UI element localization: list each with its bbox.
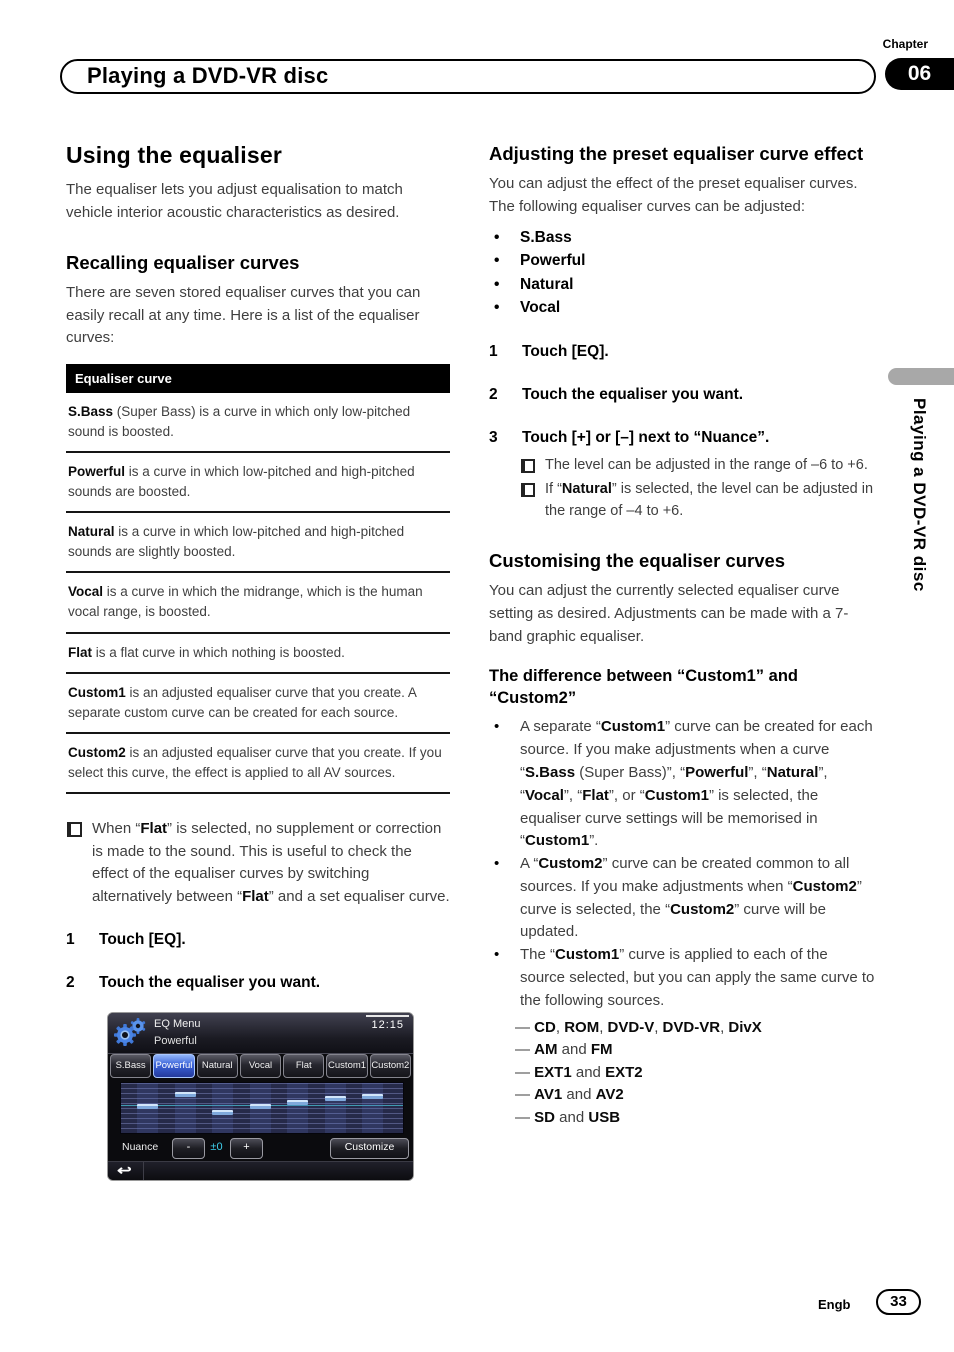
step3-notes [520, 455, 875, 523]
difference-bullet-text: The “Custom1” curve is applied to each of the source selected, but you can apply the same curve to the following sources. [520, 946, 875, 1009]
difference-bullet-text: A “Custom2” curve can be created common to all sources. If you make adjustments when “Custom2” curve is selected, the “Custom2” curve will be updated. [520, 855, 862, 941]
step-number: 2 [66, 974, 75, 992]
nuance-plus-button: + [230, 1138, 263, 1159]
difference-bullets [489, 716, 875, 1012]
recalling-intro-paragraph: There are seven stored equaliser curves that you can easily recall at any time. Here is a list of the equaliser curves: [66, 283, 421, 347]
adjusting-paragraph-1: You can adjust the effect of the preset equaliser curves. [489, 175, 858, 193]
eq-curve-tab: Vocal [240, 1054, 281, 1078]
bullet-icon [489, 716, 520, 853]
side-tab-text: Playing a DVD-VR disc [910, 398, 929, 592]
gear-icon [113, 1017, 149, 1049]
step-item [489, 428, 875, 449]
back-arrow-icon: ↩ [117, 1162, 132, 1179]
eq-band-slider [325, 1096, 346, 1101]
difference-bullet-item [489, 853, 875, 944]
eq-band-column [362, 1083, 383, 1133]
eq-curve-tabs [110, 1054, 411, 1078]
step-number: 1 [489, 342, 498, 360]
side-tab-bar [888, 368, 954, 385]
source-list-item: — CD, ROM, DVD-V, DVD-VR, DivX [515, 1018, 762, 1036]
right-steps [489, 342, 875, 449]
bullet-icon [489, 226, 520, 250]
eq-curve-tab: S.Bass [110, 1054, 151, 1078]
nuance-minus-button: - [172, 1138, 205, 1159]
source-list-item: — EXT1 and EXT2 [515, 1063, 643, 1081]
table-row: Flat is a flat curve in which nothing is boosted. [66, 634, 450, 675]
eq-menu-screenshot [107, 1012, 414, 1181]
curve-name: Vocal [520, 299, 561, 317]
step-text: Touch the equaliser you want. [99, 974, 321, 992]
table-header: Equaliser curve [66, 364, 450, 393]
difference-bullet-text: A separate “Custom1” curve can be created for each source. If you make adjustments when a curve “S.Bass (Super Bass)”, “Powerful”, “Natural”, “Vocal”, “Flat”, or “Custom1” is selected, the equaliser curve settings will be memorised in “Custom1”. [520, 718, 873, 850]
table-row: Custom1 is an adjusted equaliser curve that you create. A separate custom curve can be created for each source. [66, 674, 450, 734]
note-item [66, 818, 450, 908]
footer-language: Engb [818, 1297, 851, 1312]
source-list-item: — SD and USB [515, 1108, 621, 1126]
step-number: 2 [489, 385, 498, 403]
customize-button: Customize [330, 1138, 409, 1159]
nuance-value: ±0 [210, 1141, 223, 1154]
eq-band-slider [137, 1104, 158, 1109]
left-steps [66, 930, 450, 994]
chapter-label: Chapter [882, 37, 928, 51]
eq-band-column [212, 1083, 233, 1133]
note-square-icon [521, 483, 535, 497]
eq-controls-row [108, 1136, 413, 1160]
step-number: 3 [489, 428, 498, 446]
note-text: When “Flat” is selected, no supplement or correction is made to the sound. This is useful to check the effect of the equaliser curves by switching alternatively between “Flat” and a set equaliser curve. [92, 820, 450, 905]
curve-list-item [489, 249, 875, 273]
eq-band-slider [175, 1092, 196, 1097]
eq-curve-tab: Flat [283, 1054, 324, 1078]
curve-list-item [489, 226, 875, 250]
difference-heading: The difference between “Custom1” and “Custom2” [489, 667, 798, 707]
bullet-icon [489, 296, 520, 320]
eq-curve-tab: Natural [197, 1054, 238, 1078]
eq-screen-current-curve: Powerful [154, 1035, 197, 1048]
adjustable-curves-list [489, 226, 875, 320]
curve-list-item [489, 273, 875, 297]
table-body [66, 393, 450, 794]
step-item [66, 973, 450, 994]
bottom-bar-divider [143, 1162, 144, 1180]
eq-band-column [287, 1083, 308, 1133]
note-item [520, 455, 875, 477]
bullet-icon [489, 273, 520, 297]
section-title-adjusting-preset: Adjusting the preset equaliser curve effect [489, 143, 864, 164]
eq-curve-tab: Custom2 [370, 1054, 411, 1078]
section-title-customising: Customising the equaliser curves [489, 549, 786, 571]
eq-band-slider [287, 1100, 308, 1105]
eq-curve-tab: Powerful [153, 1054, 194, 1078]
note-text: If “Natural” is selected, the level can be adjusted in the range of –4 to +6. [545, 481, 874, 520]
eq-screen-title: EQ Menu [154, 1018, 201, 1031]
eq-screen-header [108, 1013, 413, 1054]
subsection-title-recalling-curves: Recalling equaliser curves [66, 251, 300, 273]
step-text: Touch the equaliser you want. [522, 385, 744, 403]
eq-curve-tab: Custom1 [326, 1054, 367, 1078]
note-item [520, 479, 875, 523]
note-text: The level can be adjusted in the range of –6 to +6. [545, 456, 868, 473]
clock-display: 12:15 [366, 1015, 409, 1031]
step-text: Touch [EQ]. [522, 342, 609, 360]
curve-name: Natural [520, 275, 574, 293]
customising-paragraph: You can adjust the currently selected equaliser curve setting as desired. Adjustments can be made with a 7-band graphic equaliser. [489, 582, 849, 645]
page-title-box [60, 59, 876, 94]
table-row: Natural is a curve in which low-pitched and high-pitched sounds are slightly boosted. [66, 513, 450, 573]
adjusting-paragraph-2: The following equaliser curves can be adjusted: [489, 197, 806, 215]
bullet-icon [489, 944, 520, 1012]
step-text: Touch [+] or [–] next to “Nuance”. [522, 428, 770, 446]
step-number: 1 [66, 931, 75, 949]
eq-band-slider [362, 1094, 383, 1099]
curve-list-item [489, 296, 875, 320]
right-column [489, 142, 875, 1129]
table-row: Custom2 is an adjusted equaliser curve that you create. If you select this curve, the effect is applied to all AV sources. [66, 734, 450, 794]
source-list-item: — AV1 and AV2 [515, 1086, 624, 1104]
eq-band-slider [250, 1104, 271, 1109]
eq-graph [120, 1082, 404, 1134]
difference-bullet-item [489, 716, 875, 853]
curve-name: S.Bass [520, 228, 572, 246]
difference-bullet-item [489, 944, 875, 1012]
section-title-using-equaliser: Using the equaliser [66, 142, 282, 168]
bullet-icon [489, 249, 520, 273]
eq-band-slider [212, 1110, 233, 1115]
source-list-item: — AM and FM [515, 1041, 613, 1059]
eq-band-column [325, 1083, 346, 1133]
flat-note-list [66, 818, 450, 908]
chapter-number-badge: 06 [885, 58, 954, 90]
table-row: S.Bass (Super Bass) is a curve in which only low-pitched sound is boosted. [66, 393, 450, 453]
step-item [66, 930, 450, 951]
left-column [66, 142, 450, 1181]
step-text: Touch [EQ]. [99, 931, 186, 949]
source-list [515, 1017, 875, 1130]
note-square-icon [521, 459, 535, 473]
footer-page-number: 33 [876, 1289, 921, 1315]
bullet-icon [489, 853, 520, 944]
eq-band-column [175, 1083, 196, 1133]
table-row: Vocal is a curve in which the midrange, which is the human vocal range, is boosted. [66, 573, 450, 633]
step-item [489, 342, 875, 363]
note-square-icon [67, 822, 82, 837]
eq-bottom-bar [108, 1161, 413, 1180]
intro-paragraph: The equaliser lets you adjust equalisation to match vehicle interior acoustic characteristics as desired. [66, 181, 403, 221]
curve-name: Powerful [520, 252, 586, 270]
table-row: Powerful is a curve in which low-pitched and high-pitched sounds are boosted. [66, 453, 450, 513]
step-item [489, 385, 875, 406]
nuance-label: Nuance [122, 1141, 159, 1154]
equaliser-curve-table [66, 364, 450, 794]
page-title: Playing a DVD-VR disc [87, 63, 329, 88]
